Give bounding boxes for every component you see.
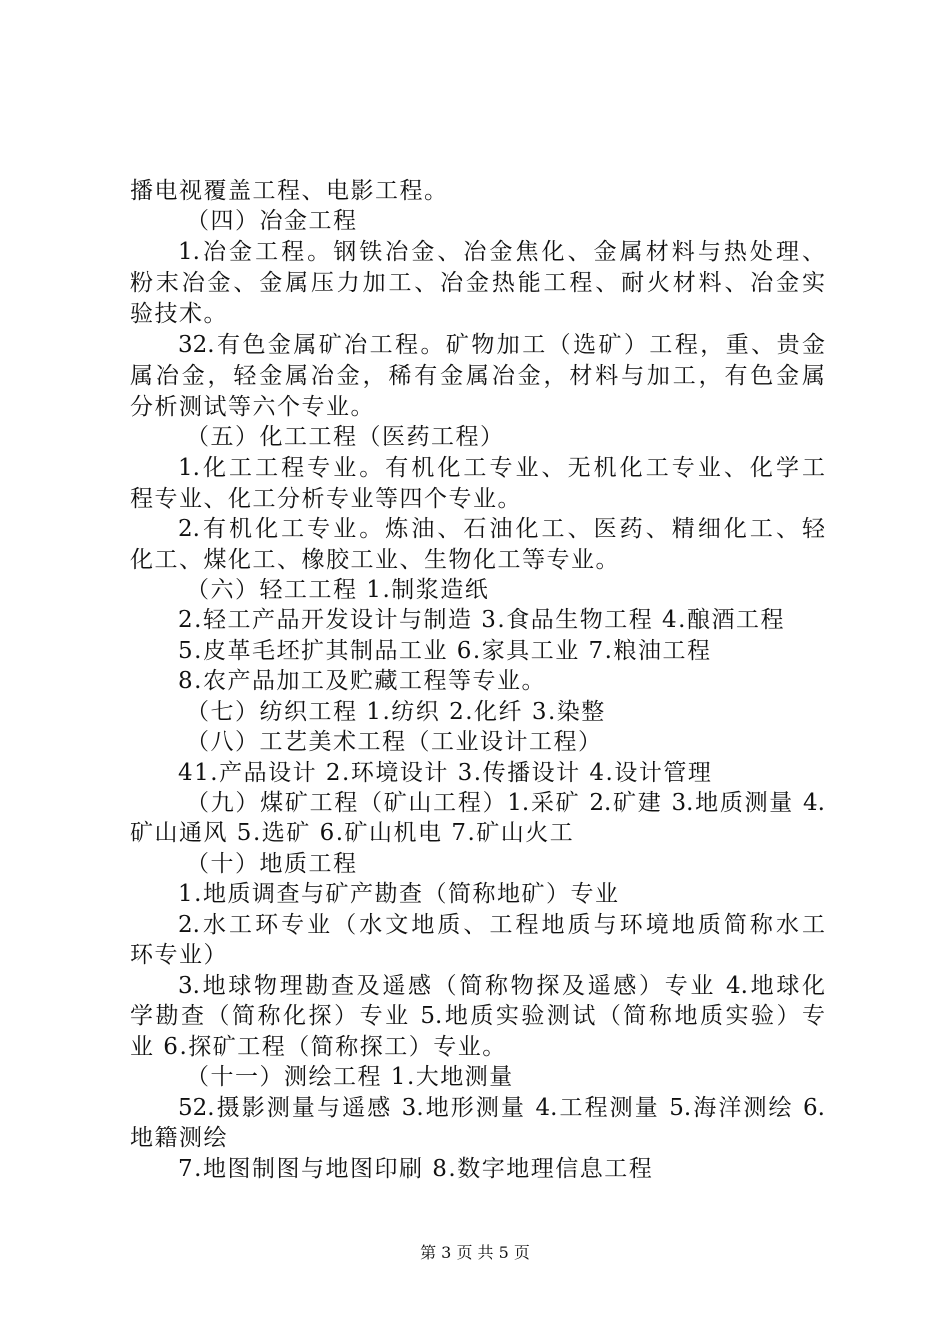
text-line: 分析测试等六个专业。 bbox=[130, 394, 375, 420]
text-line: 7.地图制图与地图印刷 8.数字地理信息工程 bbox=[178, 1156, 654, 1182]
text-line: 矿山通风 5.选矿 6.矿山机电 7.矿山火工 bbox=[130, 820, 575, 846]
section-heading: （五）化工工程（医药工程） bbox=[186, 424, 505, 450]
text-line: 2.水工环专业（水文地质、工程地质与环境地质简称水工 bbox=[178, 912, 825, 938]
text-line: 属冶金，轻金属冶金，稀有金属冶金，材料与加工，有色金属 bbox=[130, 363, 825, 389]
text-line: 32.有色金属矿冶工程。矿物加工（选矿）工程，重、贵金 bbox=[178, 332, 825, 358]
section-heading: （十一）测绘工程 1.大地测量 bbox=[186, 1064, 514, 1090]
text-line: 业 6.探矿工程（简称探工）专业。 bbox=[130, 1034, 507, 1060]
section-heading: （六）轻工工程 1.制浆造纸 bbox=[186, 577, 490, 603]
text-line: 化工、煤化工、橡胶工业、生物化工等专业。 bbox=[130, 547, 620, 573]
section-heading: （九）煤矿工程（矿山工程）1.采矿 2.矿建 3.地质测量 4. bbox=[186, 790, 825, 816]
text-line: 2.轻工产品开发设计与制造 3.食品生物工程 4.酿酒工程 bbox=[178, 607, 785, 633]
text-line: 程专业、化工分析专业等四个专业。 bbox=[130, 486, 522, 512]
text-line: 地籍测绘 bbox=[130, 1125, 228, 1151]
page-footer: 第 3 页 共 5 页 bbox=[420, 1243, 530, 1262]
text-line: 2.有机化工专业。炼油、石油化工、医药、精细化工、轻 bbox=[178, 516, 825, 542]
text-line: 粉末冶金、金属压力加工、冶金热能工程、耐火材料、冶金实 bbox=[130, 270, 825, 296]
text-line: 1.地质调查与矿产勘查（简称地矿）专业 bbox=[178, 881, 620, 907]
text-line: 播电视覆盖工程、电影工程。 bbox=[130, 178, 449, 204]
text-line: 验技术。 bbox=[130, 301, 228, 327]
section-heading: （十）地质工程 bbox=[186, 851, 358, 877]
text-line: 8.农产品加工及贮藏工程等专业。 bbox=[178, 668, 546, 694]
text-line: 学勘查（简称化探）专业 5.地质实验测试（简称地质实验）专 bbox=[130, 1003, 825, 1029]
text-line: 52.摄影测量与遥感 3.地形测量 4.工程测量 5.海洋测绘 6. bbox=[178, 1095, 825, 1121]
text-line: 1.冶金工程。钢铁冶金、冶金焦化、金属材料与热处理、 bbox=[178, 239, 825, 265]
section-heading: （四）冶金工程 bbox=[186, 208, 358, 234]
section-heading: （七）纺织工程 1.纺织 2.化纤 3.染整 bbox=[186, 699, 606, 725]
text-line: 41.产品设计 2.环境设计 3.传播设计 4.设计管理 bbox=[178, 760, 713, 786]
text-line: 1.化工工程专业。有机化工专业、无机化工专业、化学工 bbox=[178, 455, 825, 481]
text-line: 3.地球物理勘查及遥感（简称物探及遥感）专业 4.地球化 bbox=[178, 973, 825, 999]
text-line: 5.皮革毛坯扩其制品工业 6.家具工业 7.粮油工程 bbox=[178, 638, 712, 664]
text-line: 环专业） bbox=[130, 942, 228, 968]
section-heading: （八）工艺美术工程（工业设计工程） bbox=[186, 729, 603, 755]
